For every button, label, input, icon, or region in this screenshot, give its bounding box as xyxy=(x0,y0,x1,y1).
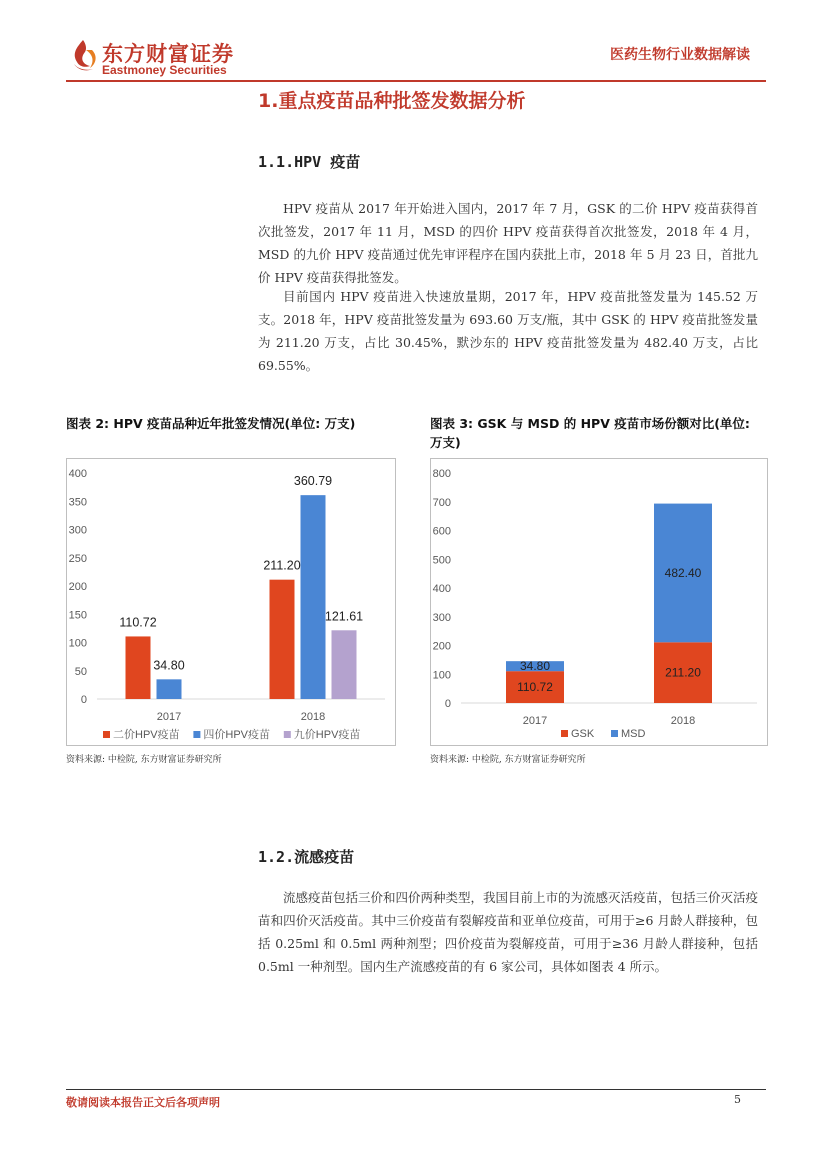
data-label: 482.40 xyxy=(664,565,702,580)
y-tick-label: 600 xyxy=(432,525,451,538)
data-label: 34.80 xyxy=(519,659,551,674)
figure-2-title: 图表 2: HPV 疫苗品种近年批签发情况(单位: 万支) xyxy=(66,416,356,431)
bar-series-2 xyxy=(157,679,182,699)
y-tick-label: 200 xyxy=(432,640,451,653)
y-tick-label: 50 xyxy=(74,665,87,678)
header-divider xyxy=(66,80,766,82)
figure-3-title-line-2: 万支) xyxy=(430,435,461,450)
y-tick-label: 350 xyxy=(68,496,87,509)
data-label: 360.79 xyxy=(293,474,333,489)
y-tick-label: 800 xyxy=(432,468,451,480)
flu-paragraph-1: 流感疫苗包括三价和四价两种类型，我国目前上市的为流感灭活疫苗，包括三价灭活疫苗和四价灭活疫苗。其中三价疫苗有裂解疫苗和亚单位疫苗，可用于≥6 月龄人群接种，包括 0.25ml 和 0.5ml 两种剂型；四价疫苗为裂解疫苗，可用于≥36 月龄人群接种，包括 0.5ml 一种剂型。国内生产流感疫苗的有 6 家公司，具体如图表 4 所示。 xyxy=(258,890,759,974)
y-tick-label: 150 xyxy=(68,609,87,622)
data-label: 110.72 xyxy=(119,615,157,630)
data-label: 211.20 xyxy=(665,665,701,680)
figure-3-title xyxy=(430,414,770,452)
y-tick-label: 200 xyxy=(68,581,87,593)
logo-company-name-en: Eastmoney Securities xyxy=(102,63,227,77)
section-title: 1.重点疫苗品种批签发数据分析 xyxy=(258,90,526,112)
figure-2-chart xyxy=(67,459,395,745)
legend-swatch xyxy=(193,731,200,738)
subsection-title-hpv: 1.1.HPV 疫苗 xyxy=(258,153,361,171)
y-tick-label: 0 xyxy=(444,698,451,710)
legend-label: 四价HPV疫苗 xyxy=(203,729,271,741)
y-tick-label: 400 xyxy=(432,583,451,595)
legend-swatch xyxy=(611,730,618,737)
x-tick-label: 2017 xyxy=(522,715,548,727)
footer-disclaimer: 敬请阅读本报告正文后各项声明 xyxy=(66,1096,220,1109)
eastmoney-logo-icon xyxy=(68,38,98,72)
bar-series-1 xyxy=(270,580,295,699)
legend-swatch xyxy=(561,730,568,737)
hpv-paragraph-2: 目前国内 HPV 疫苗进入快速放量期，2017 年，HPV 疫苗批签发量为 145.52 万支。2018 年，HPV 疫苗批签发量为 693.60 万支/瓶，其中 GSK 的 HPV 疫苗批签发量为 211.20 万支，占比 30.45%，默沙东的 HPV 疫苗批签发量为 482.40 万支，占比 69.55%。 xyxy=(258,289,758,373)
footer-divider xyxy=(66,1089,766,1090)
subsection-title-flu: 1.2.流感疫苗 xyxy=(258,848,355,866)
x-tick-label: 2017 xyxy=(156,711,182,723)
data-label: 211.20 xyxy=(263,558,301,573)
legend-label: 九价HPV疫苗 xyxy=(293,729,361,741)
figure-3-source: 资料来源: 中检院, 东方财富证券研究所 xyxy=(430,755,586,765)
report-type-label: 医药生物行业数据解读 xyxy=(610,47,750,63)
figure-2-source: 资料来源: 中检院, 东方财富证券研究所 xyxy=(66,755,222,765)
x-tick-label: 2018 xyxy=(670,715,696,727)
y-tick-label: 300 xyxy=(432,611,451,624)
hpv-paragraph-1: HPV 疫苗从 2017 年开始进入国内，2017 年 7 月，GSK 的二价 HPV 疫苗获得首次批签发，2017 年 11 月，MSD 的四价 HPV 疫苗获得首次批签发，2018 年 4 月，MSD 的九价 HPV 疫苗通过优先审评程序在国内获批上市，2018 年 5 月 23 日，首批九价 HPV 疫苗获得批签发。 xyxy=(258,201,758,285)
data-label: 34.80 xyxy=(153,658,185,673)
logo-company-name-cn: 东方财富证券 xyxy=(102,42,234,66)
bar-series-2 xyxy=(301,495,326,699)
y-tick-label: 100 xyxy=(68,637,87,650)
x-tick-label: 2018 xyxy=(300,711,326,723)
figure-3-chart-box xyxy=(430,458,768,746)
y-tick-label: 250 xyxy=(68,552,87,565)
legend-swatch xyxy=(103,731,110,738)
data-label: 110.72 xyxy=(517,680,553,695)
figure-3-title-line-1: 图表 3: GSK 与 MSD 的 HPV 疫苗市场份额对比(单位: xyxy=(430,416,750,431)
y-tick-label: 500 xyxy=(432,554,451,567)
figure-2-chart-box xyxy=(66,458,396,746)
figure-3-chart xyxy=(431,459,767,745)
y-tick-label: 300 xyxy=(68,524,87,537)
legend-label: MSD xyxy=(621,728,646,740)
page-number: 5 xyxy=(734,1093,741,1106)
y-tick-label: 0 xyxy=(80,694,87,706)
bar-series-3 xyxy=(332,630,357,699)
y-tick-label: 100 xyxy=(432,669,451,682)
y-tick-label: 700 xyxy=(432,496,451,509)
legend-swatch xyxy=(284,731,291,738)
bar-series-1 xyxy=(126,636,151,699)
legend-label: 二价HPV疫苗 xyxy=(113,729,180,741)
data-label: 121.61 xyxy=(324,609,364,624)
y-tick-label: 400 xyxy=(68,468,87,480)
legend-label: GSK xyxy=(571,728,595,740)
